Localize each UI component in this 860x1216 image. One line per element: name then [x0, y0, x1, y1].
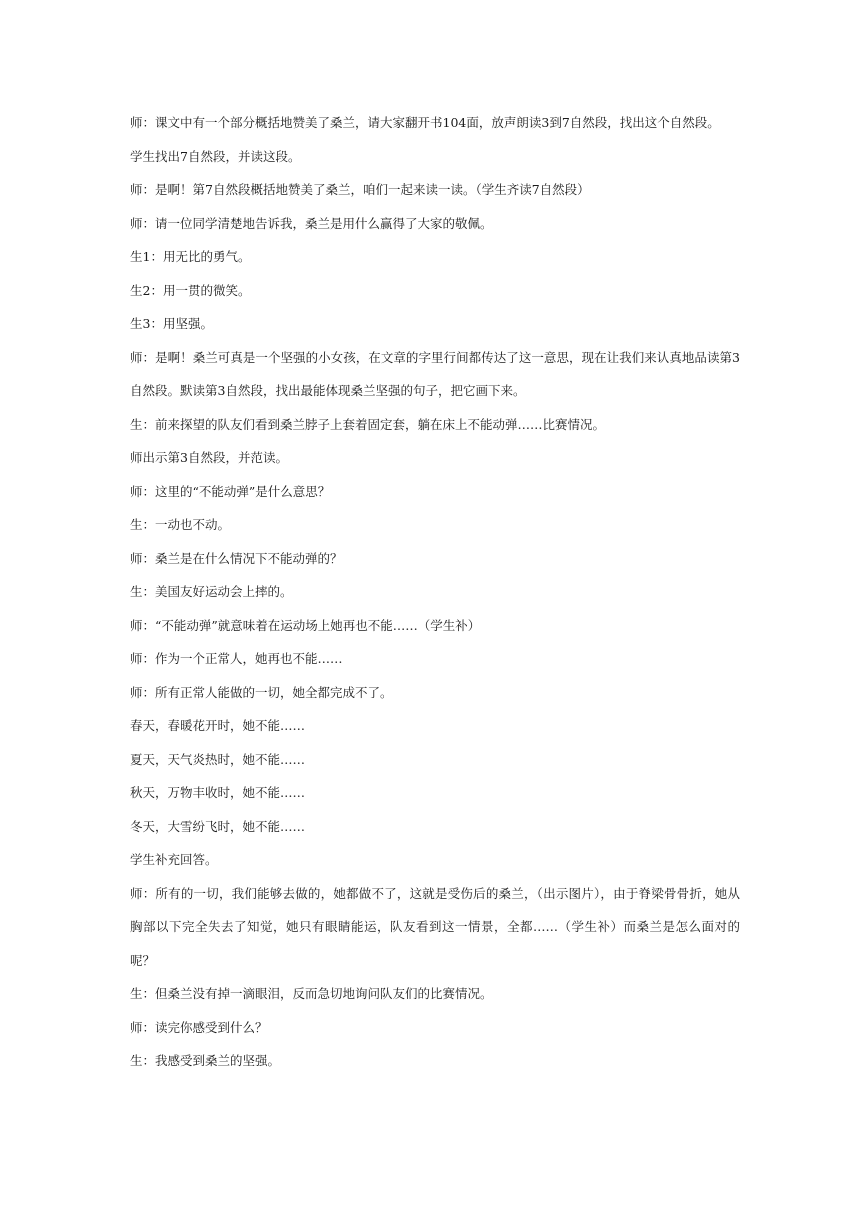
paragraph: 生1：用无比的勇气。 [130, 249, 251, 264]
paragraph: 师：所有的一切，我们能够去做的，她都做不了，这就是受伤后的桑兰，（出示图片），由于脊梁骨骨折，她从胸部以下完全失去了知觉，她只有眼睛能运，队友看到这一情景，全都……（学生补）而桑兰是怎么面对的呢？ [130, 885, 740, 968]
paragraph: 生3：用坚强。 [130, 316, 213, 331]
paragraph: 夏天，天气炎热时，她不能…… [130, 751, 306, 767]
paragraph: 师：课文中有一个部分概括地赞美了桑兰，请大家翻开书104面，放声朗读3到7自然段，找出这个自然段。 [130, 115, 720, 130]
paragraph: 生2：用一贯的微笑。 [130, 282, 251, 298]
paragraph: 生：前来探望的队友们看到桑兰脖子上套着固定套，躺在床上不能动弹……比赛情况。 [130, 416, 606, 432]
paragraph: 师：请一位同学清楚地告诉我，桑兰是用什么赢得了大家的敬佩。 [130, 215, 493, 231]
paragraph: 师：是啊！桑兰可真是一个坚强的小女孩，在文章的字里行间都传达了这一意思，现在让我们来认真地品读第3自然段。默读第3自然段，找出最能体现桑兰坚强的句子，把它画下来。 [130, 349, 740, 398]
paragraph: 生：我感受到桑兰的坚强。 [130, 1053, 281, 1068]
paragraph: 师：读完你感受到什么？ [130, 1019, 268, 1035]
paragraph: 冬天，大雪纷飞时，她不能…… [130, 818, 306, 834]
paragraph: 师：桑兰是在什么情况下不能动弹的？ [130, 550, 343, 566]
paragraph: 生：但桑兰没有掉一滴眼泪，反而急切地询问队友们的比赛情况。 [130, 986, 493, 1001]
paragraph: 师：作为一个正常人，她再也不能…… [130, 651, 343, 666]
paragraph: 学生找出7自然段，并读这段。 [130, 148, 301, 164]
paragraph: 师：“不能动弹”就意味着在运动场上她再也不能……（学生补） [130, 617, 481, 633]
paragraph: 师出示第3自然段，并范读。 [130, 450, 288, 465]
paragraph: 生：一动也不动。 [130, 517, 231, 532]
paragraph: 学生补充回答。 [130, 852, 218, 867]
paragraph: 春天，春暖花开时，她不能…… [130, 718, 306, 733]
paragraph: 生：美国友好运动会上摔的。 [130, 584, 293, 599]
paragraph: 师：所有正常人能做的一切，她全都完成不了。 [130, 684, 393, 700]
document-body [130, 106, 740, 1078]
paragraph: 秋天，万物丰收时，她不能…… [130, 785, 306, 800]
paragraph: 师：是啊！第7自然段概括地赞美了桑兰，咱们一起来读一读。（学生齐读7自然段） [130, 182, 590, 197]
paragraph: 师：这里的“不能动弹”是什么意思？ [130, 483, 331, 499]
